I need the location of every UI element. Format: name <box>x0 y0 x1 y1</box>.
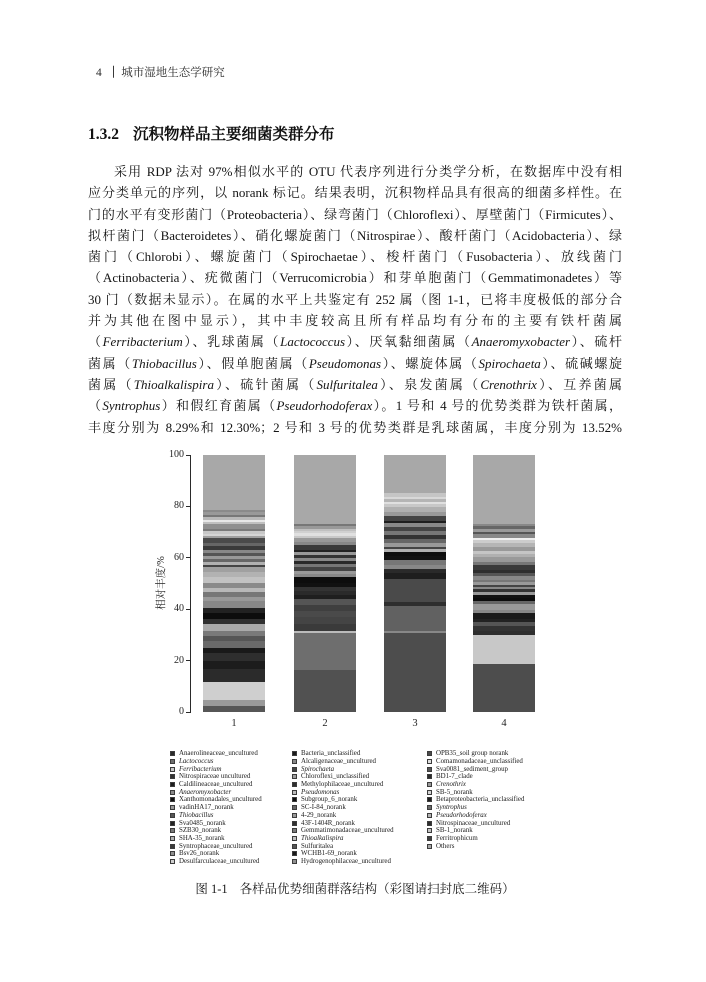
bar-segment <box>294 670 356 712</box>
legend-label: Gemmatimonadaceae_uncultured <box>301 827 394 835</box>
legend-swatch <box>170 805 175 810</box>
paragraph-line: 菌门（Chlorobi）、螺旋菌门（Spirochaetae）、梭杆菌门（Fusobacteria）、放线菌门 <box>88 249 622 265</box>
legend-swatch <box>292 844 297 849</box>
legend-swatch <box>292 813 297 818</box>
paragraph-line: 采用 RDP 法对 97%相似水平的 OTU 代表序列进行分类学分析，在数据库中没有相 <box>114 164 622 179</box>
section-title: 沉积物样品主要细菌类群分布 <box>133 126 335 143</box>
paragraph-line: 菌属（Thiobacillus）、假单胞菌属（Pseudomonas）、螺旋体属（Spirochaeta）、硫碱螺旋 <box>88 355 622 371</box>
legend-swatch <box>292 767 297 772</box>
legend-label: Sva0081_sediment_group <box>436 765 508 773</box>
legend-swatch <box>292 859 297 864</box>
bar-segment <box>294 617 356 624</box>
y-axis-tick <box>186 609 191 610</box>
legend-item <box>292 773 394 781</box>
legend-item <box>170 750 262 758</box>
bar-segment <box>203 653 265 661</box>
legend-swatch <box>292 774 297 779</box>
legend-swatch <box>427 759 432 764</box>
legend-label: Anaeromyxobacter <box>179 788 232 796</box>
legend-label: Others <box>436 842 455 850</box>
bar-segment <box>203 641 265 648</box>
y-tick-label: 60 <box>174 551 184 563</box>
legend-swatch <box>292 828 297 833</box>
legend-swatch <box>170 759 175 764</box>
legend-swatch <box>292 751 297 756</box>
legend-item <box>427 819 524 827</box>
legend-item <box>170 842 262 850</box>
legend-label: SC-I-84_norank <box>301 804 346 812</box>
legend-item <box>427 758 524 766</box>
legend-item <box>427 788 524 796</box>
legend-item <box>427 812 524 820</box>
legend-swatch <box>292 821 297 826</box>
legend-swatch <box>170 844 175 849</box>
paragraph-line: 菌属（Thioalkalispira）、硫针菌属（Sulfuritalea）、泉发菌属（Crenothrix）、互养菌属 <box>88 376 622 392</box>
stacked-bar <box>473 455 535 712</box>
legend-swatch <box>170 797 175 802</box>
bar-segment <box>384 633 446 712</box>
bar-segment <box>203 669 265 682</box>
legend-swatch <box>170 836 175 841</box>
paragraph-line: 应分类单元的序列，以 norank 标记。结果表明，沉积物样品具有很高的细菌多样性。在 <box>88 185 622 201</box>
x-tick-label: 2 <box>322 718 328 729</box>
y-axis-tick <box>186 557 191 558</box>
legend-swatch <box>170 813 175 818</box>
running-head <box>96 64 225 80</box>
legend-swatch <box>292 782 297 787</box>
legend-label: Caldilineaceae_uncultured <box>179 781 253 789</box>
y-tick-label: 0 <box>179 706 184 717</box>
legend-item <box>292 827 394 835</box>
legend-label: Ferritrophicum <box>436 834 478 842</box>
legend-label: Subgroup_6_norank <box>301 796 358 804</box>
legend-swatch <box>427 751 432 756</box>
bar-segment <box>473 635 535 665</box>
figure-caption <box>88 879 622 897</box>
y-tick-label: 20 <box>174 654 184 666</box>
stacked-bar <box>384 455 446 712</box>
legend-swatch <box>427 805 432 810</box>
legend-label: Desulfarculaceae_uncultured <box>179 857 260 865</box>
legend-swatch <box>292 805 297 810</box>
legend-item <box>292 796 394 804</box>
legend-swatch <box>292 759 297 764</box>
page-number: 4 <box>96 67 102 79</box>
x-tick-label: 4 <box>501 718 507 729</box>
legend-label: Bsv26_norank <box>179 850 220 858</box>
legend-label: OPB35_soil group norank <box>436 750 509 758</box>
legend-label: Crenothrix <box>436 781 466 789</box>
legend-item <box>292 765 394 773</box>
paragraph-line: 门的水平有变形菌门（Proteobacteria）、绿弯菌门（Chloroflexi）、厚壁菌门（Firmicutes）、 <box>88 206 622 222</box>
legend-item <box>170 850 262 858</box>
legend-swatch <box>292 797 297 802</box>
paragraph-line: （Syntrophus）和假红育菌属（Pseudorhodoferax）。1 号和 4 号的优势类群为铁杆菌属， <box>88 398 622 414</box>
legend-swatch <box>427 821 432 826</box>
legend-swatch <box>170 751 175 756</box>
legend-label: Thiobacillus <box>179 811 214 819</box>
running-head-separator: ｜ <box>107 67 120 79</box>
legend-label: SHA-35_norank <box>179 834 225 842</box>
bar-segment <box>384 455 446 493</box>
y-tick-label: 100 <box>169 449 184 460</box>
bar-segment <box>203 601 265 608</box>
book-title: 城市湿地生态学研究 <box>121 67 225 79</box>
paragraph-line: 30 门（数据未显示）。在属的水平上共鉴定有 252 属（图 1-1，已将丰度极低的部分合 <box>88 291 622 307</box>
legend-swatch <box>170 821 175 826</box>
legend-label: Methylophilaceae_uncultured <box>301 781 384 789</box>
legend-label: Sva0485_norank <box>179 819 226 827</box>
legend-swatch <box>292 836 297 841</box>
legend-label: 43F-1404R_norank <box>301 819 355 827</box>
legend-swatch <box>427 813 432 818</box>
y-tick-label: 40 <box>174 603 184 615</box>
bar-segment <box>384 579 446 602</box>
legend-item <box>170 796 262 804</box>
legend-item <box>427 835 524 843</box>
legend-item <box>292 835 394 843</box>
legend-label: Bacteria_unclassified <box>301 750 361 758</box>
legend-swatch <box>427 844 432 849</box>
section-heading <box>88 122 335 144</box>
legend-label: BD1-7_clade <box>436 773 473 781</box>
bar-segment <box>203 455 265 509</box>
bar-segment <box>473 664 535 712</box>
x-tick-label: 1 <box>231 718 237 729</box>
legend-item <box>427 842 524 850</box>
legend-swatch <box>427 782 432 787</box>
legend-label: SB-1_norank <box>436 827 473 835</box>
legend-item <box>170 858 262 866</box>
legend-item <box>427 765 524 773</box>
legend-item <box>170 812 262 820</box>
legend-item <box>170 765 262 773</box>
y-axis-line <box>190 455 191 712</box>
figure-caption-text: 各样品优势细菌群落结构（彩图请扫封底二维码） <box>239 882 515 896</box>
legend-item <box>427 827 524 835</box>
figure-chart <box>150 448 650 748</box>
legend-item <box>427 781 524 789</box>
legend-label: SB-5_norank <box>436 788 473 796</box>
paragraph-line: 并为其他在图中显示），其中丰度较高且所有样品均有分布的主要有铁杆菌属 <box>88 313 622 329</box>
legend-label: SZB30_norank <box>179 827 222 835</box>
body-paragraph <box>88 161 622 438</box>
legend-swatch <box>170 767 175 772</box>
legend-column <box>292 750 394 865</box>
bar-segment <box>294 455 356 524</box>
legend-label: Syntrophus <box>436 804 467 812</box>
legend-label: Pseudorhodoferax <box>436 811 487 819</box>
legend-swatch <box>292 851 297 856</box>
legend-item <box>292 750 394 758</box>
legend-label: vadinHA17_norank <box>179 804 234 812</box>
legend-item <box>292 804 394 812</box>
legend-item <box>292 858 394 866</box>
legend-label: Xanthomonadales_uncultured <box>179 796 262 804</box>
paragraph-line: 拟杆菌门（Bacteroidetes）、硝化螺旋菌门（Nitrospirae）、酸杆菌门（Acidobacteria）、绿 <box>88 227 622 243</box>
paragraph-line: （Ferribacterium）、乳球菌属（Lactococcus）、厌氧黏细菌属（Anaeromyxobacter）、硫杆 <box>88 334 622 350</box>
stacked-bar <box>294 455 356 712</box>
legend-swatch <box>292 790 297 795</box>
legend-item <box>292 812 394 820</box>
bar-segment <box>203 706 265 712</box>
legend-label: Betaproteobacteria_unclassified <box>436 796 525 804</box>
legend-label: Comamonadaceae_unclassified <box>436 758 523 766</box>
paragraph-line: （Actinobacteria）、疣微菌门（Verrucomicrobia）和芽单胞菌门（Gemmatimonadetes）等 <box>88 270 622 286</box>
y-axis-tick <box>186 455 191 456</box>
figure-caption-label: 图 1-1 <box>195 882 228 896</box>
legend-item <box>170 827 262 835</box>
legend-item <box>292 788 394 796</box>
y-axis-title: 相对丰度/% <box>156 556 167 610</box>
legend-label: Sulfuritalea <box>301 842 334 850</box>
x-tick-label: 3 <box>412 718 418 729</box>
legend-item <box>170 835 262 843</box>
y-axis-tick <box>186 506 191 507</box>
legend-item <box>170 804 262 812</box>
legend-column <box>170 750 262 865</box>
bar-segment <box>203 624 265 631</box>
legend-swatch <box>427 774 432 779</box>
legend-item <box>292 781 394 789</box>
stacked-bar <box>203 455 265 712</box>
legend-label: Nitrospiraceae uncultured <box>179 773 251 781</box>
bar-segment <box>294 611 356 618</box>
legend-swatch <box>427 836 432 841</box>
y-axis-tick <box>186 712 191 713</box>
legend-column <box>427 750 524 850</box>
legend-item <box>427 796 524 804</box>
legend-label: Nitrospinaceae_uncultured <box>436 819 511 827</box>
legend-label: Anaerolineaceae_uncultured <box>179 750 258 758</box>
legend-label: Lactococcus <box>179 758 214 766</box>
bar-segment <box>294 624 356 631</box>
legend-swatch <box>427 790 432 795</box>
legend-item <box>170 773 262 781</box>
bar-segment <box>294 633 356 669</box>
legend-item <box>427 804 524 812</box>
legend-label: WCHB1-69_norank <box>301 850 357 858</box>
legend-item <box>170 758 262 766</box>
y-axis-tick <box>186 660 191 661</box>
paragraph-line: 丰度分别为 8.29%和 12.30%；2 号和 3 号的优势类群是乳球菌属，丰度分别为 13.52% <box>88 419 622 435</box>
legend-swatch <box>427 828 432 833</box>
section-number: 1.3.2 <box>88 126 119 143</box>
legend-label: Spirochaeta <box>301 765 335 773</box>
legend-item <box>427 773 524 781</box>
legend-label: Ferribacterium <box>179 765 222 773</box>
legend-swatch <box>427 767 432 772</box>
legend-item <box>170 819 262 827</box>
legend-label: Chloroflexi_unclassified <box>301 773 370 781</box>
bar-segment <box>203 682 265 700</box>
legend-label: Syntrophaceae_uncultured <box>179 842 253 850</box>
legend-swatch <box>170 851 175 856</box>
legend-swatch <box>170 782 175 787</box>
legend-label: Hydrogenophilaceae_uncultured <box>301 857 391 865</box>
legend-swatch <box>170 790 175 795</box>
bar-segment <box>203 661 265 669</box>
legend-label: Alcaligenaceae_uncultured <box>301 758 376 766</box>
legend-item <box>292 850 394 858</box>
legend-item <box>292 758 394 766</box>
legend-item <box>292 842 394 850</box>
legend-item <box>170 781 262 789</box>
bar-segment <box>384 606 446 632</box>
legend-item <box>427 750 524 758</box>
legend-label: 4-29_norank <box>301 811 337 819</box>
legend-item <box>292 819 394 827</box>
bar-segment <box>473 455 535 524</box>
legend-label: Thioalkalispira <box>301 834 344 842</box>
legend-label: Pseudomonas <box>301 788 340 796</box>
legend-item <box>170 788 262 796</box>
legend-swatch <box>170 859 175 864</box>
y-tick-label: 80 <box>174 500 184 512</box>
legend-swatch <box>427 797 432 802</box>
legend-swatch <box>170 774 175 779</box>
legend-swatch <box>170 828 175 833</box>
